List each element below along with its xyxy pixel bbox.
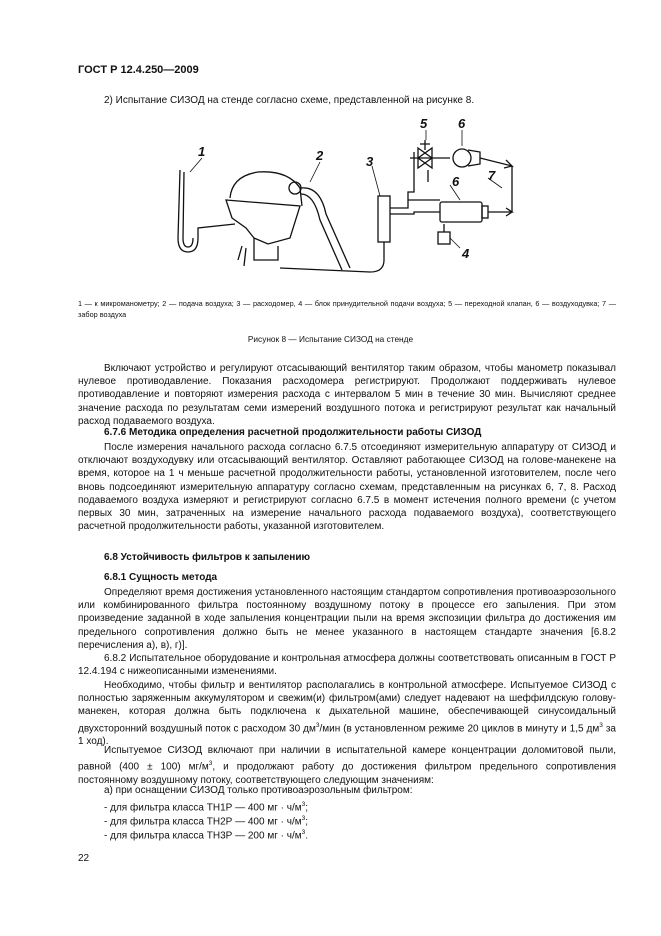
paragraph-flow-measurement: Включают устройство и регулируют отсасывающий вентилятор таким образом, чтобы манометр показывал нулевое противодавление. Показания расходомера регистрируют. Продолжают поддерживать нулевое противодавление и повторяют измерения расхода с интервалом 5 мин в течение 30 мин. Вычисляют среднее значение расхода по результатам семи измерений воздушного потока и регистрируют результат как начальный расход подаваемого воздуха. xyxy=(78,363,616,427)
label-6-lower: 6 xyxy=(452,174,460,189)
paragraph-duration-method: После измерения начального расхода согласно 6.7.5 отсоединяют измерительную аппаратуру от СИЗОД и отключают воздуходувку или отсасывающий вентилятор. Оставляют работающее СИЗОД на голове-манекене на время, которое на 1 ч меньше расчетной продолжительности работы, установленной изготовителем, после чего вновь подсоединяют измерительную аппаратуру согласно схемам, представленным на рисунках 6, 7, 8. Расход подаваемого воздуха измеряют и регистрируют согласно 6.7.5 в момент истечения полного времени (с учетом первых 30 мин, затраченных на измерение начального расхода подаваемого воздуха), соответствующего расчетной продолжительности работы, указанной изготовителем. xyxy=(78,442,616,533)
label-2: 2 xyxy=(316,148,324,163)
label-1: 1 xyxy=(198,144,206,159)
heading-6-8-1: 6.8.1 Сущность метода xyxy=(104,572,218,583)
manikin-face xyxy=(226,200,300,244)
step-2-text: 2) Испытание СИЗОД на стенде согласно схеме, представленной на рисунке 8. xyxy=(104,95,475,106)
paragraph-6-8-2: 6.8.2 Испытательное оборудование и контрольная атмосфера должны соответствовать описанным в ГОСТ Р 12.4.194 с нижеописанными изменениями. xyxy=(78,653,616,678)
blower-upper xyxy=(453,149,471,167)
air-intake-arrow-2 xyxy=(480,158,512,168)
flowmeter xyxy=(378,196,390,242)
forced-supply-unit xyxy=(438,232,450,244)
heading-6-8: 6.8 Устойчивость фильтров к запылению xyxy=(104,552,311,563)
air-supply-hose xyxy=(301,188,350,268)
list-item-th3p: - для фильтра класса ТН3Р — 200 мг · $ч/м^3$. xyxy=(104,829,309,842)
paragraph-test-setup: Необходимо, чтобы фильтр и вентилятор располагались в контрольной атмосфере. Испытуемое СИЗОД с полностью заряженным аккумулятором и свежим(и) фильтром(ами) следует надевают на шеффилдскую голову-манекен, которая должна быть подключена к дыхательной машине, обеспечивающей синусоидальный двухсторонний воздушный поток с расходом 30 $дм^3$/мин (в установленном режиме 20 циклов в минуту и 1,5 $дм^3$ за 1 ход). xyxy=(78,680,616,748)
list-item-th1p: - для фильтра класса ТН1Р — 400 мг · $ч/м^3$; xyxy=(104,801,309,814)
label-6-upper: 6 xyxy=(458,116,466,131)
air-supply-hose-2 xyxy=(301,194,342,270)
heading-6-7-6: 6.7.6 Методика определения расчетной продолжительности работы СИЗОД xyxy=(104,427,482,438)
blower-lower xyxy=(440,202,482,222)
list-item-a: а) при оснащении СИЗОД только противоаэрозольным фильтром: xyxy=(104,785,413,796)
label-3: 3 xyxy=(366,154,374,169)
micromanometer-tube xyxy=(178,170,235,252)
label-7: 7 xyxy=(488,168,496,183)
figure-legend: 1 — к микроманометру; 2 — подача воздуха; 3 — расходомер, 4 — блок принудительной подачи воздуха; 5 — переходной клапан, 6 — воздуходувка; 7 — забор воздуха xyxy=(78,299,616,319)
paragraph-dust-concentration: Испытуемое СИЗОД включают при наличии в испытательной камере концентрации доломитовой пыли, равной (400 ± 100) $мг/м^3$, и продолжают работу до достижения фильтром предельного сопротивления постоянному воздушному потоку, соответствующего следующим значениям: xyxy=(78,745,616,786)
blower-lower-nozzle xyxy=(482,206,488,218)
label-5: 5 xyxy=(420,116,428,131)
air-supply-connector xyxy=(289,182,301,194)
list-item-th2p: - для фильтра класса ТН2Р — 400 мг · $ч/м^3$; xyxy=(104,815,309,828)
figure-caption: Рисунок 8 — Испытание СИЗОД на стенде xyxy=(247,334,414,344)
paragraph-method-essence: Определяют время достижения установленного настоящим стандартом сопротивления противоаэрозольного или комбинированного фильтра постоянному воздушному потоку в процессе его запыления. При этом произведение заданной в ходе запыления концентрации пыли на время экспозиции фильтра до достижения им предельного сопротивления должно быть не менее указанного в настоящем стандарте значения [6.8.2 перечисления а), в), г)]. xyxy=(78,587,616,651)
label-4: 4 xyxy=(462,246,470,261)
figure-8-diagram xyxy=(150,110,530,290)
manikin-cables xyxy=(238,246,246,266)
micromanometer-inner xyxy=(183,172,193,247)
page-number: 22 xyxy=(78,853,90,864)
valve-spring xyxy=(420,140,430,150)
air-intake-arrow-1 xyxy=(488,208,512,216)
document-header: ГОСТ Р 12.4.250—2009 xyxy=(78,64,199,76)
manikin-neck xyxy=(254,238,278,260)
